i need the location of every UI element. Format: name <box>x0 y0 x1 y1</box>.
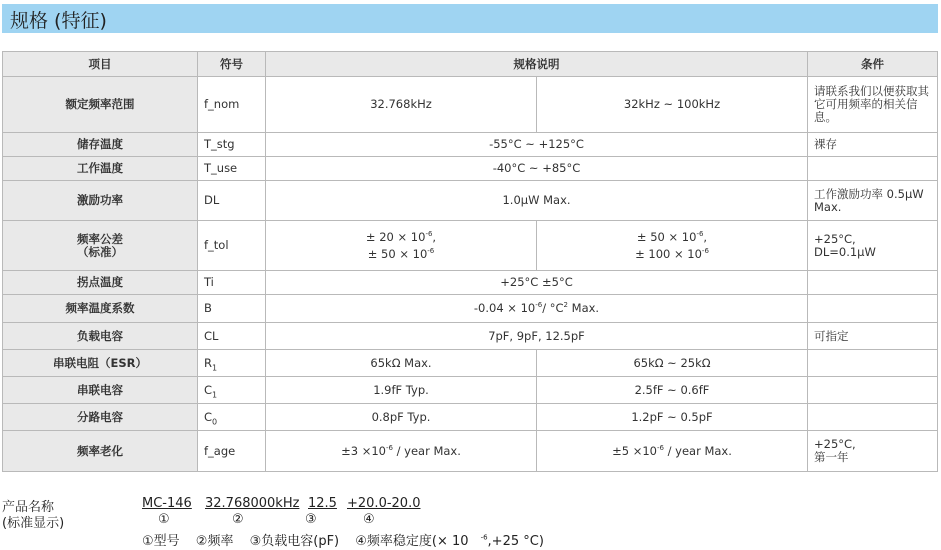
product-label: 产品名称 <box>2 500 55 515</box>
row-value-1: 1.9fF Typ. <box>266 377 537 404</box>
value-text: ± 20 × 10 <box>365 229 426 244</box>
value-text: ± 50 × 10 <box>636 229 697 244</box>
header-symbol: 符号 <box>198 52 266 77</box>
header-spec: 规格说明 <box>266 52 808 77</box>
row-value-2: 32kHz ~ 100kHz <box>537 77 808 133</box>
row-condition <box>808 157 938 181</box>
section-title: 规格 (特征) <box>10 10 107 32</box>
row-symbol: CL <box>198 323 266 350</box>
table-row <box>3 404 938 431</box>
row-value <box>266 295 808 323</box>
value-text: / year Max. <box>663 443 732 458</box>
row-symbol <box>198 404 266 431</box>
row-name: 储存温度 <box>3 133 198 157</box>
row-value-1: 65kΩ Max. <box>266 350 537 377</box>
row-symbol: f_age <box>198 431 266 472</box>
legend-frequency: ②频率 <box>195 534 234 549</box>
row-value-1: 32.768kHz <box>266 77 537 133</box>
row-name: 串联电阻（ESR） <box>3 350 198 377</box>
product-frequency: 32.768000kHz <box>205 496 300 511</box>
row-symbol: f_nom <box>198 77 266 133</box>
row-condition: 裸存 <box>808 133 938 157</box>
section-header <box>2 4 938 33</box>
row-value-2 <box>537 431 808 472</box>
value-exponent: -6 <box>385 443 393 452</box>
table-row <box>3 350 938 377</box>
condition-line2: DL=0.1μW <box>814 244 876 259</box>
header-condition: 条件 <box>808 52 938 77</box>
row-condition <box>808 221 938 271</box>
row-symbol: Ti <box>198 271 266 295</box>
header-item: 项目 <box>3 52 198 77</box>
marker-2: ② <box>232 512 244 527</box>
legend-exponent: -6 <box>480 533 488 542</box>
row-condition <box>808 377 938 404</box>
row-name: 激励功率 <box>3 181 198 221</box>
spec-table <box>2 51 938 472</box>
product-stability: +20.0-20.0 <box>347 496 421 511</box>
row-value-2: 65kΩ ~ 25kΩ <box>537 350 808 377</box>
row-condition <box>808 431 938 472</box>
row-value-2 <box>537 221 808 271</box>
row-symbol: DL <box>198 181 266 221</box>
table-row <box>3 221 938 271</box>
product-load: 12.5 <box>308 496 337 511</box>
row-name: 拐点温度 <box>3 271 198 295</box>
row-symbol <box>198 377 266 404</box>
row-condition: 请联系我们以便获取其它可用频率的相关信息。 <box>808 77 938 133</box>
row-condition: 工作激励功率 0.5μW Max. <box>808 181 938 221</box>
value-text: ±3 ×10 <box>341 443 386 458</box>
table-row <box>3 377 938 404</box>
row-name <box>3 221 198 271</box>
table-row <box>3 77 938 133</box>
row-value-2: 1.2pF ~ 0.5pF <box>537 404 808 431</box>
row-value-1 <box>266 431 537 472</box>
symbol-subscript: 1 <box>212 389 218 399</box>
row-symbol: T_use <box>198 157 266 181</box>
table-row <box>3 323 938 350</box>
value-exponent: 2 <box>563 301 568 310</box>
value-exponent: -6 <box>427 246 435 255</box>
value-text: / year Max. <box>392 443 461 458</box>
marker-3: ③ <box>305 512 317 527</box>
row-name: 工作温度 <box>3 157 198 181</box>
row-symbol: f_tol <box>198 221 266 271</box>
product-legend <box>142 530 556 549</box>
row-value: 1.0μW Max. <box>266 181 808 221</box>
value-exponent: -6 <box>701 246 709 255</box>
table-row <box>3 133 938 157</box>
legend-load: ③负载电容(pF) <box>249 534 340 549</box>
symbol-subscript: 1 <box>212 362 218 372</box>
symbol-text: C <box>204 409 213 424</box>
value-text: -0.04 × 10 <box>473 301 536 315</box>
legend-text: ,+25 °C) <box>487 534 544 549</box>
row-value-2: 2.5fF ~ 0.6fF <box>537 377 808 404</box>
row-symbol: T_stg <box>198 133 266 157</box>
value-text: , <box>432 229 437 244</box>
product-label-standard: (标准显示) <box>2 516 65 531</box>
table-row <box>3 431 938 472</box>
condition-line2: 第一年 <box>814 450 849 464</box>
row-name: 频率老化 <box>3 431 198 472</box>
value-text: ± 50 × 10 <box>367 246 428 261</box>
condition-line1: +25°C, <box>814 231 856 246</box>
row-name: 频率温度系数 <box>3 295 198 323</box>
marker-1: ① <box>158 512 170 527</box>
row-symbol <box>198 350 266 377</box>
value-exponent: -6 <box>425 229 433 238</box>
row-name-line1: 频率公差 <box>77 231 123 246</box>
legend-model: ①型号 <box>142 534 180 549</box>
value-exponent: -6 <box>696 229 704 238</box>
row-value: 7pF, 9pF, 12.5pF <box>266 323 808 350</box>
value-text: , <box>703 229 708 244</box>
row-name: 分路电容 <box>3 404 198 431</box>
value-text: Max. <box>568 301 600 315</box>
table-row <box>3 271 938 295</box>
row-name: 串联电容 <box>3 377 198 404</box>
product-model: MC-146 <box>142 496 192 511</box>
row-symbol: B <box>198 295 266 323</box>
row-name: 额定频率范围 <box>3 77 198 133</box>
legend-stability <box>355 534 556 549</box>
row-condition <box>808 350 938 377</box>
condition-line1: +25°C, <box>814 437 856 451</box>
row-value: +25°C ±5°C <box>266 271 808 295</box>
row-value: -55°C ~ +125°C <box>266 133 808 157</box>
legend-text: ④频率稳定度(× 10 <box>355 534 469 549</box>
value-text: ±5 ×10 <box>612 443 657 458</box>
symbol-text: R <box>204 355 212 370</box>
row-condition <box>808 404 938 431</box>
row-condition: 可指定 <box>808 323 938 350</box>
row-name-line2: （标准） <box>77 244 123 259</box>
table-row <box>3 295 938 323</box>
table-row <box>3 157 938 181</box>
marker-4: ④ <box>363 512 375 527</box>
product-name-block <box>2 496 937 550</box>
value-exponent: -6 <box>656 443 664 452</box>
row-value-1 <box>266 221 537 271</box>
row-condition <box>808 295 938 323</box>
table-row <box>3 181 938 221</box>
row-name: 负载电容 <box>3 323 198 350</box>
row-condition <box>808 271 938 295</box>
symbol-text: C <box>204 382 213 397</box>
value-text: ± 100 × 10 <box>635 246 702 261</box>
value-exponent: -6 <box>535 301 543 310</box>
symbol-subscript: 0 <box>212 416 218 426</box>
row-value: -40°C ~ +85°C <box>266 157 808 181</box>
value-text: / °C <box>542 301 564 315</box>
row-value-1: 0.8pF Typ. <box>266 404 537 431</box>
